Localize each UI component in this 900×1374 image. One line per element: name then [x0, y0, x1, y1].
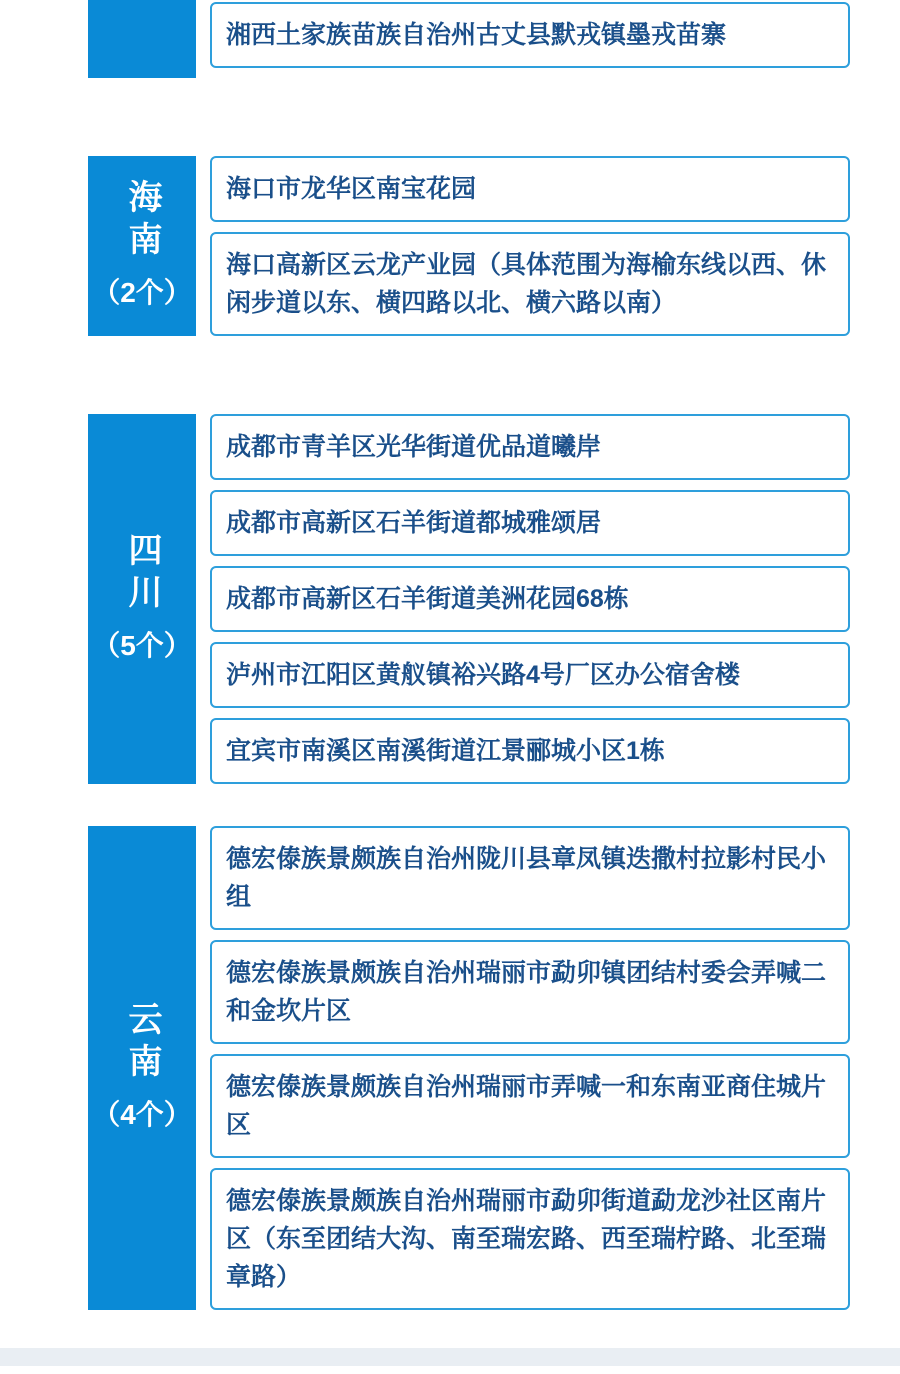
list-item: 德宏傣族景颇族自治州瑞丽市勐卯街道勐龙沙社区南片区（东至团结大沟、南至瑞宏路、西至瑞柠路、北至瑞章路）	[210, 1168, 850, 1310]
region-label-count: （2个）	[92, 277, 192, 308]
region-label-hainan	[88, 156, 196, 336]
region-label-sichuan	[88, 414, 196, 784]
list-item: 成都市高新区石羊街道都城雅颂居	[210, 490, 850, 556]
region-label-name: 海南	[123, 179, 161, 263]
region-items-sichuan	[210, 414, 850, 784]
list-item: 德宏傣族景颇族自治州陇川县章凤镇迭撒村拉影村民小组	[210, 826, 850, 930]
region-label-yunnan	[88, 826, 196, 1310]
list-item: 成都市高新区石羊街道美洲花园68栋	[210, 566, 850, 632]
spacer	[0, 78, 900, 156]
footer-bar	[0, 1348, 900, 1366]
list-item: 湘西土家族苗族自治州古丈县默戎镇墨戎苗寨	[210, 2, 850, 68]
region-group-sichuan	[0, 414, 900, 784]
list-item: 泸州市江阳区黄舣镇裕兴路4号厂区办公宿舍楼	[210, 642, 850, 708]
region-label-name: 云南	[123, 1001, 161, 1085]
list-item: 德宏傣族景颇族自治州瑞丽市弄喊一和东南亚商住城片区	[210, 1054, 850, 1158]
spacer	[0, 784, 900, 826]
spacer	[0, 336, 900, 414]
list-item: 成都市青羊区光华街道优品道曦岸	[210, 414, 850, 480]
region-label-hunan	[88, 0, 196, 78]
region-group-hainan	[0, 156, 900, 336]
region-label-count: （5个）	[92, 630, 192, 661]
list-item: 海口市龙华区南宝花园	[210, 156, 850, 222]
region-group-yunnan	[0, 826, 900, 1310]
region-group-hunan	[0, 0, 900, 78]
region-label-count: （4个）	[92, 1099, 192, 1130]
region-label-name: 四川	[123, 532, 161, 616]
region-items-hunan	[210, 0, 850, 78]
list-item: 宜宾市南溪区南溪街道江景郦城小区1栋	[210, 718, 850, 784]
list-item: 德宏傣族景颇族自治州瑞丽市勐卯镇团结村委会弄喊二和金坎片区	[210, 940, 850, 1044]
region-items-hainan	[210, 156, 850, 336]
region-items-yunnan	[210, 826, 850, 1310]
list-item: 海口高新区云龙产业园（具体范围为海榆东线以西、休闲步道以东、横四路以北、横六路以南）	[210, 232, 850, 336]
